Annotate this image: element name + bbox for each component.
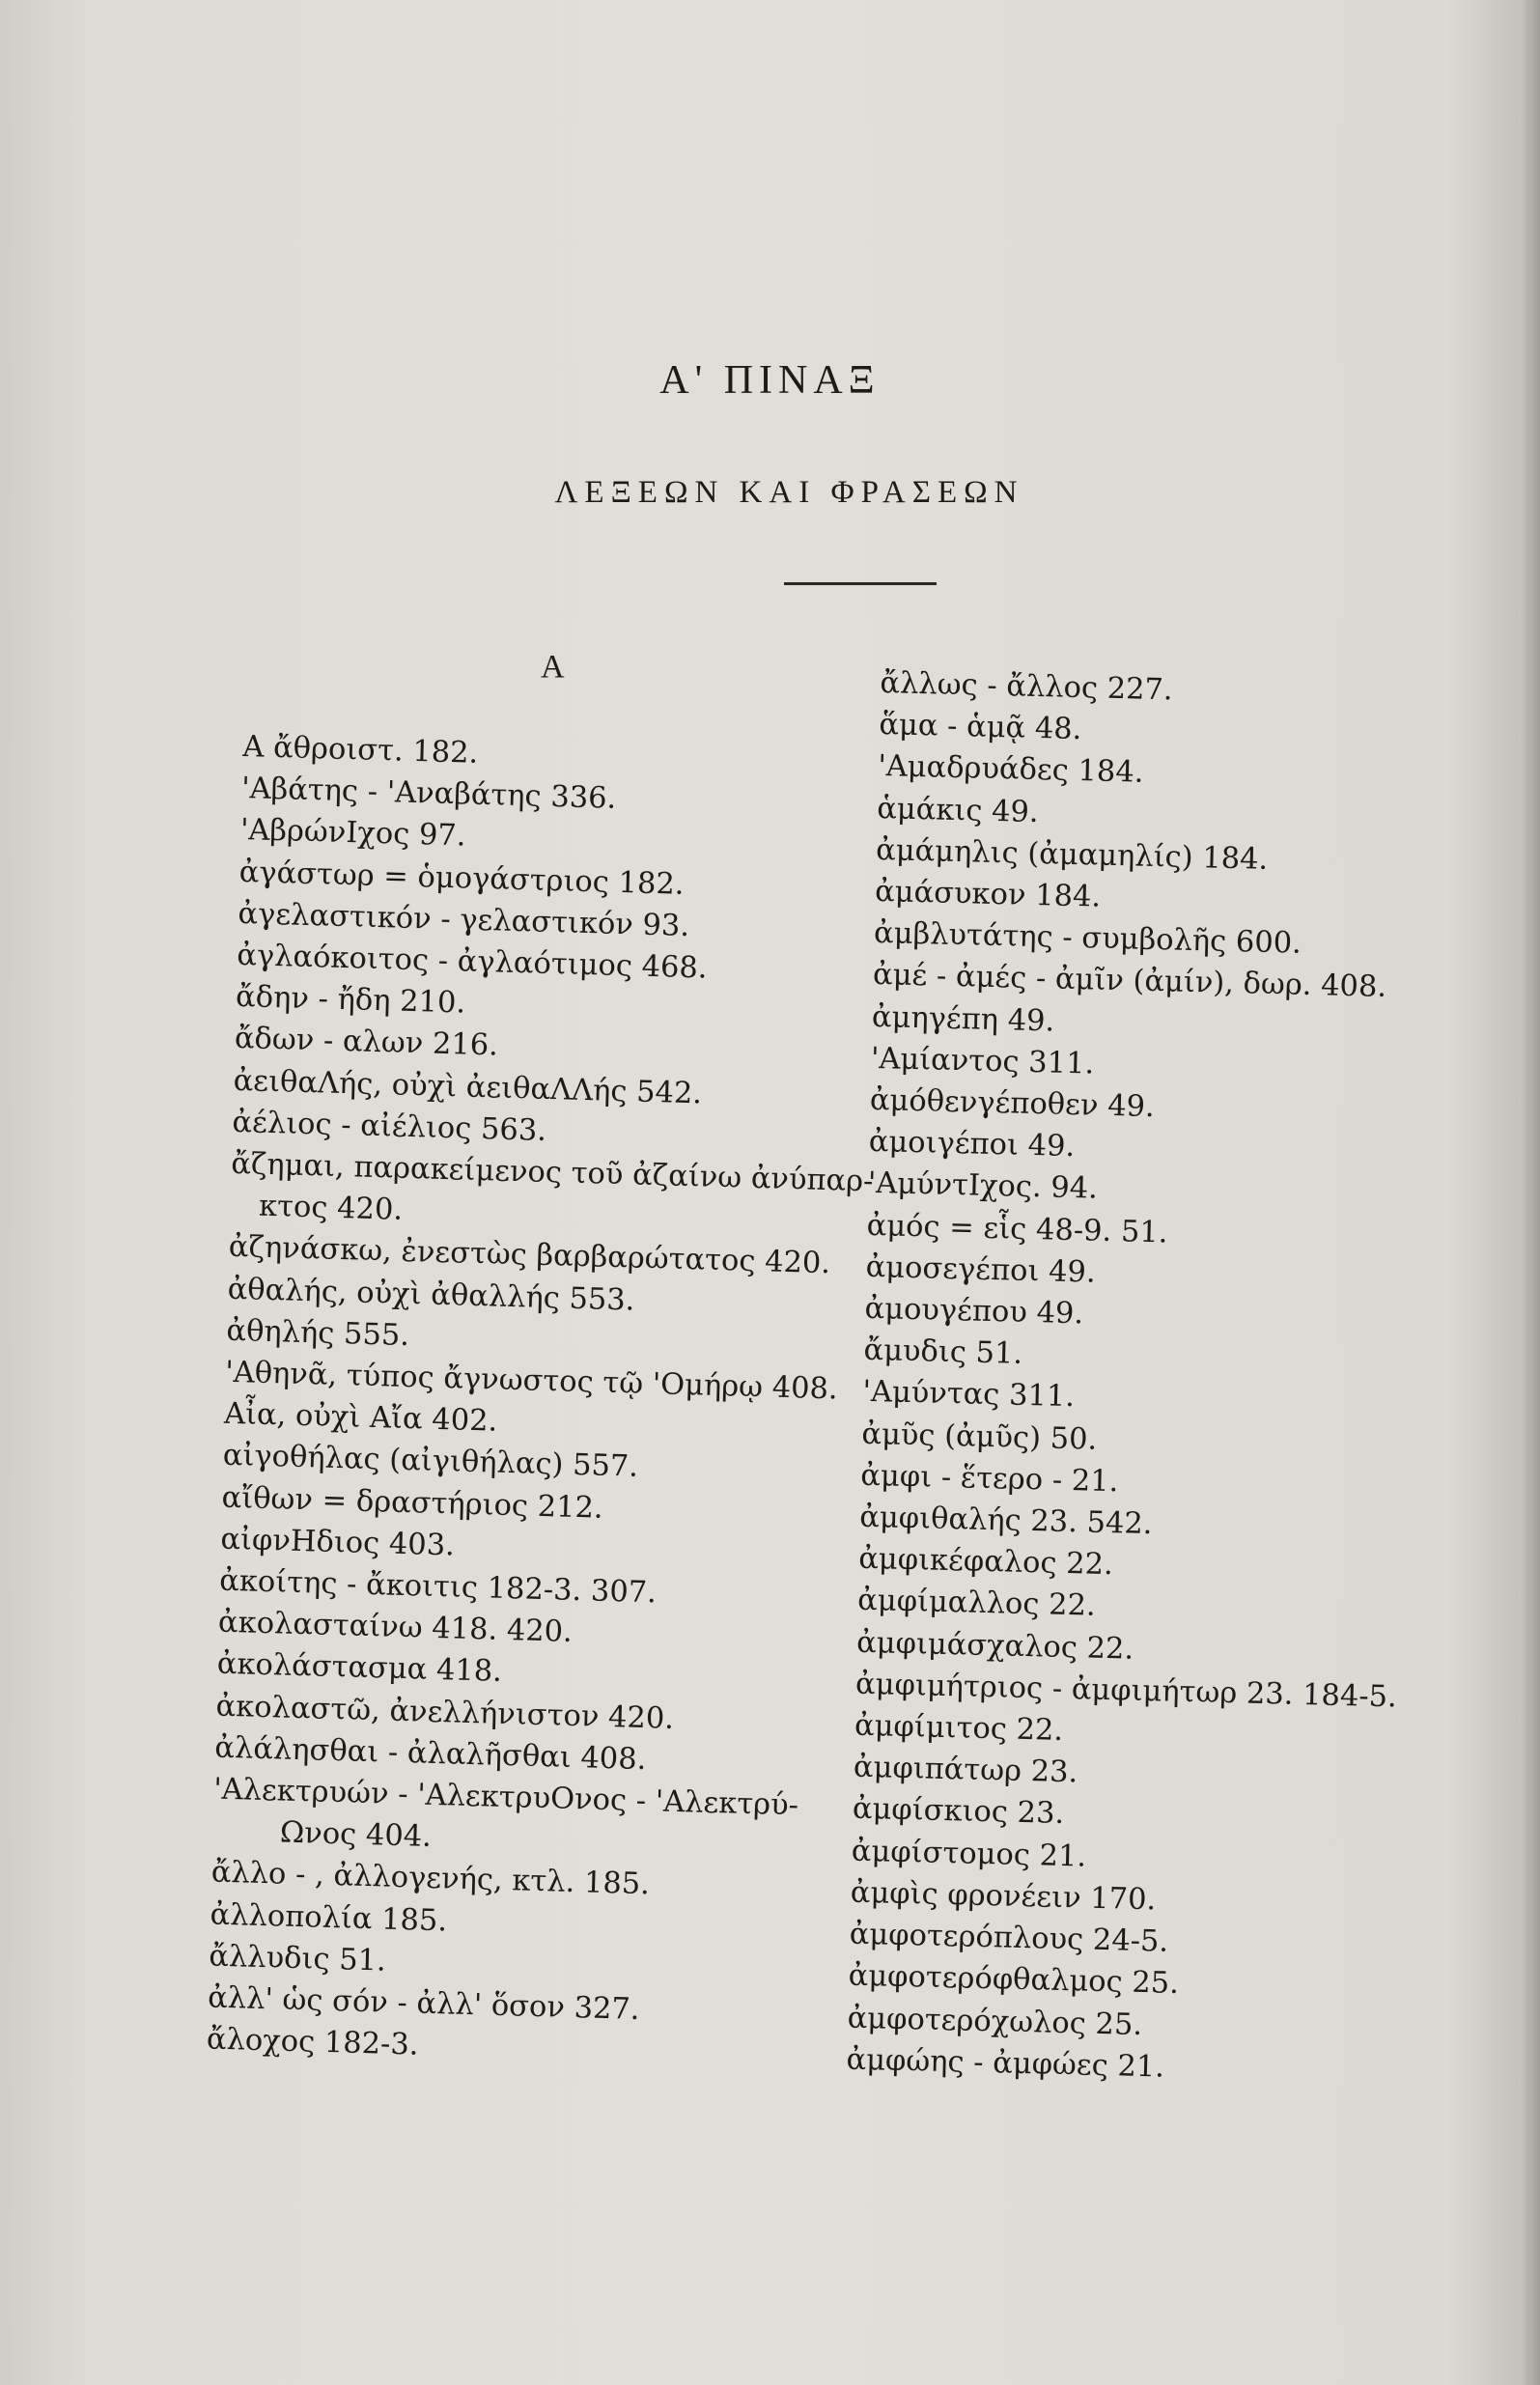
index-entry: ἀκολασταίνω 418. 420. — [217, 1605, 574, 1650]
index-entry: ἀμουγέπου 49. — [864, 1291, 1084, 1332]
index-entry: ἀμφιπάτωρ 23. — [853, 1750, 1078, 1790]
index-entry: ἁμάκις 49. — [876, 791, 1040, 829]
index-entry: 'Αλεκτρυών - 'ΑλεκτρυΟνος - 'Αλεκτρύ- — [212, 1772, 799, 1823]
index-entry: ἀμφιθαλής 23. 542. — [858, 1500, 1153, 1542]
index-entry: ἄμυδις 51. — [863, 1333, 1023, 1372]
index-entry: Α ἄθροιστ. 182. — [241, 729, 479, 771]
index-entry: αἴθων = δραστήριος 212. — [221, 1480, 604, 1526]
index-column-right — [846, 662, 1398, 2092]
index-entry: ἀμφοτερόφθαλμος 25. — [848, 1958, 1180, 2002]
index-entry: ἀμφοτερόχωλος 25. — [847, 2001, 1143, 2042]
index-entry: Αἶα, οὐχὶ Αἴα 402. — [223, 1396, 498, 1439]
index-entry: ἄλλο - , ἀλλογενής, κτλ. 185. — [210, 1856, 651, 1902]
index-entry: ἄλλως - ἄλλος 227. — [880, 665, 1174, 708]
index-entry: ἀλλοπολία 185. — [210, 1897, 448, 1939]
index-entry: ἄδων - αλων 216. — [234, 1022, 499, 1063]
index-entry: 'Αβάτης - 'Αναβάτης 336. — [240, 772, 617, 817]
index-entry: ἄλλυδις 51. — [208, 1939, 387, 1978]
index-entry: ἀμβλυτάτης - συμβολῆς 600. — [873, 916, 1302, 961]
index-entry: ἀθηλής 555. — [226, 1313, 410, 1353]
page-subtitle: ΛΕΞΕΩΝ ΚΑΙ ΦΡΑΣΕΩΝ — [554, 475, 1024, 510]
index-entry: ἄλοχος 182-3. — [206, 2022, 419, 2062]
index-entry: ἀμφὶς φρονέειν 170. — [850, 1875, 1157, 1918]
index-entry: ἀλλ' ὡς σόν - ἀλλ' ὅσον 327. — [207, 1980, 640, 2028]
index-entry: Ωνος 404. — [279, 1815, 433, 1855]
index-entry: ἀκολαστῶ, ἀνελλήνιστον 420. — [215, 1689, 675, 1736]
index-entry: ἀθαλής, οὐχὶ ἀθαλλής 553. — [227, 1272, 635, 1318]
index-entry: ἀμάμηλις (ἀμαμηλίς) 184. — [875, 832, 1269, 877]
index-entry: ἀγελαστικόν - γελαστικόν 93. — [238, 896, 690, 943]
index-entry: ἄζημαι, παρακείμενος τοῦ ἀζαίνω ἀνύπαρ- — [230, 1146, 874, 1199]
index-entry: ἀγλαόκοιτος - ἀγλαότιμος 468. — [236, 938, 709, 986]
index-entry: 'ΑμύντΙχος. 94. — [867, 1166, 1099, 1207]
index-entry: ἀμφοτερόπλους 24-5. — [849, 1917, 1169, 1959]
index-entry: 'Αθηνᾶ, τύπος ἄγνωστος τῷ 'Ομήρῳ 408. — [224, 1355, 839, 1407]
index-entry: ἀζηνάσκω, ἐνεστὼς βαρβαρώτατος 420. — [228, 1230, 831, 1281]
index-entry: ἅμα - ἁμᾷ 48. — [878, 708, 1082, 747]
index-entry: ἀμφίσκιος 23. — [852, 1792, 1065, 1832]
title-rule-divider — [784, 582, 937, 585]
index-entry: ἀμῦς (ἀμῦς) 50. — [861, 1417, 1098, 1457]
index-entry: ἀμφίμιτος 22. — [854, 1708, 1064, 1749]
index-entry: ἀμόθενγέποθεν 49. — [869, 1082, 1156, 1125]
index-entry: αἰγοθήλας (αἰγιθήλας) 557. — [222, 1439, 639, 1485]
index-entry: ἄδην - ἤδη 210. — [235, 980, 466, 1021]
index-entry: ἀλάλησθαι - ἀλαλῆσθαι 408. — [213, 1730, 647, 1777]
index-entry: ἀμφίμαλλος 22. — [856, 1584, 1097, 1624]
index-entry: ἀειθαΛής, οὐχὶ ἀειθαΛΛής 542. — [233, 1063, 703, 1111]
index-entry: ἀκοίτης - ἄκοιτις 182-3. 307. — [218, 1563, 658, 1611]
index-entry: 'Αμίαντος 311. — [870, 1041, 1095, 1081]
index-entry: αἰφνΗδιος 403. — [219, 1522, 456, 1563]
index-entry: ἀμφίστομος 21. — [851, 1834, 1087, 1874]
index-entry: ἀμός = εἷς 48-9. 51. — [866, 1208, 1168, 1250]
index-entry: ἀμάσυκον 184. — [874, 874, 1102, 914]
index-entry: ἀκολάστασμα 418. — [216, 1647, 503, 1690]
index-column-left — [206, 726, 874, 2077]
index-entry: ἀμοσεγέποι 49. — [865, 1249, 1097, 1290]
index-entry: ἀμφικέφαλος 22. — [857, 1541, 1114, 1583]
index-entry: ἀμοιγέποι 49. — [868, 1125, 1076, 1164]
index-entry: ἀμφιμήτριος - ἀμφιμήτωρ 23. 184-5. — [854, 1667, 1398, 1715]
index-entry: ἀμέ - ἀμές - ἀμῖν (ἀμίν), δωρ. 408. — [872, 958, 1387, 1005]
index-entry: 'ΑβρώνΙχος 97. — [239, 813, 466, 854]
index-entry: ἀγάστωρ = ὁμογάστριος 182. — [238, 855, 685, 902]
index-entry: κτος 420. — [258, 1189, 404, 1228]
section-letter: Α — [541, 649, 565, 685]
index-entry: ἀέλιος - αἰέλιος 563. — [232, 1105, 547, 1148]
index-entry: ἀμφώης - ἀμφώες 21. — [846, 2042, 1165, 2085]
page-title: Α' ΠΙΝΑΞ — [659, 358, 881, 403]
index-entry: ἀμφι - ἕτερο - 21. — [859, 1458, 1119, 1500]
index-entry: ἀμφιμάσχαλος 22. — [855, 1625, 1134, 1667]
index-entry: 'Αμύντας 311. — [862, 1375, 1076, 1415]
index-entry: 'Αμαδρυάδες 184. — [877, 749, 1144, 791]
index-entry: ἀμηγέπη 49. — [871, 999, 1055, 1039]
